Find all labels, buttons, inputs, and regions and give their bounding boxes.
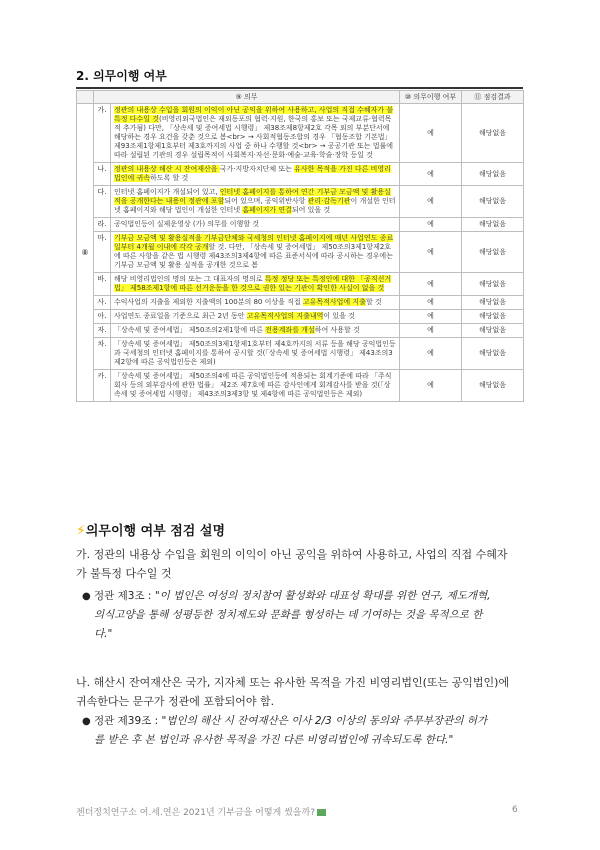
duty-text: 해당 비영리법인의 명의 또는 그 대표자의 명의로	[114, 275, 265, 283]
row-compliance: 예	[400, 186, 462, 218]
highlighted-text: 고유목적사업에 지출	[302, 298, 366, 306]
row-letter: 아.	[94, 310, 111, 324]
row-duty-text	[111, 218, 400, 232]
table-row	[77, 324, 524, 338]
section-rule	[76, 87, 523, 89]
item-a-quote-line1: "이 법인은 여성의 정치참여 활성화와 대표성 확대를 위한 연구, 제도개혁,	[154, 590, 491, 602]
duty-text: 국가·지방자치단체 또는	[219, 165, 295, 173]
item-b-title-line2: 귀속한다는 문구가 정관에 포함되어야 함.	[76, 695, 275, 708]
duty-text: 하도록 할 것	[150, 174, 189, 182]
duty-text: 할 것. 다만, 「상속세 및 증여세법」 제50조의3제1항제2호에 따른 사항을 같은 법 시행령 제43조의3제4항에 따른 표준서식에 따라 공시하는 경우에는 기부금 모금액 및 활용 실적을 공개한 것으로 봄	[114, 243, 393, 269]
row-result: 해당없음	[462, 186, 524, 218]
duty-text: 사업연도 종료일을 기준으로 최근 2년 동안	[114, 312, 247, 320]
highlighted-text: 기부금 모금액 및 활용실적을 기부금단체와 국세청의 인터넷 홈페이지에 매년 사업연도 종료일부터 4개월 이내에 각각 공개	[114, 234, 394, 251]
duty-text: (비영리외국법인은 재외동포의 협력·지원, 한국의 홍보 또는 국제교류·협력목적 추가됨) 다만, 「상속세 및 증여세법 시행령」 제38조제8항제2호 각목 외의 부분단서에 해당하는 경우 요건을 갖춘 것으로 봄<br> → 사회적협동조합의 경우 「협동조합 기본법」 제93조제1항제1호부터 제3호까지의 사업 중 하나 수행할 것<br> → 공공기관 또는 법률에 따라 설립된 기관의 경우 설립목적이 사회복지·자선·문화·예술·교육·학술·장학 등일 것	[114, 115, 394, 159]
row-letter: 사.	[94, 296, 111, 310]
table-row	[77, 273, 524, 296]
item-a-title-line2: 가 불특정 다수일 것	[76, 567, 172, 580]
item-a-quote-line3: 다."	[94, 628, 113, 640]
item-b-quote-line2: 를 받은 후 본 법인과 유사한 목적을 가진 다른 비영리법인에 귀속되도록 한다."	[94, 734, 454, 746]
bullet-dot: ●	[82, 591, 91, 602]
row-result: 해당없음	[462, 310, 524, 324]
highlighted-text: 특정 정당 또는 특정인에 대한 「공직선거법」 제58조제1항에 따른 선거운동을 한 것으로 권한 있는 기관이 확인한 사실이 없을 것	[114, 275, 392, 292]
row-result: 해당없음	[462, 163, 524, 186]
table-row	[77, 186, 524, 218]
highlighted-text: 고유목적사업의 지출내역	[246, 312, 324, 320]
row-compliance: 예	[400, 218, 462, 232]
explain-title	[76, 520, 225, 539]
item-a-bullet-label: 정관 제3조 :	[94, 590, 155, 602]
row-duty-text	[111, 296, 400, 310]
header-duty: ⑨ 의무	[94, 91, 400, 104]
row-duty-text	[111, 163, 400, 186]
row-result: 해당없음	[462, 370, 524, 402]
footer-label: 젠더정치연구소 여.세.연은 2021년 기부금을 어떻게 썼을까?	[76, 808, 315, 818]
row-letter: 가.	[94, 104, 111, 163]
item-a-title	[76, 545, 531, 583]
item-a-bullet	[82, 587, 524, 644]
table-row	[77, 310, 524, 324]
table-row	[77, 296, 524, 310]
row-compliance: 예	[400, 324, 462, 338]
row-compliance: 예	[400, 310, 462, 324]
highlighted-text: 관리·감독기관	[307, 197, 351, 205]
header-result: ⑪ 점검결과	[462, 91, 524, 104]
item-b-bullet-label: 정관 제39조 :	[94, 715, 162, 727]
row-result: 해당없음	[462, 218, 524, 232]
table-row	[77, 232, 524, 273]
row-result: 해당없음	[462, 232, 524, 273]
row-letter: 나.	[94, 163, 111, 186]
row-compliance: 예	[400, 273, 462, 296]
row-duty-text	[111, 370, 400, 402]
duty-text: 「상속세 및 증여세법」 제50조의3제1항제1호부터 제4호까지의 서류 등을 해당 공익법인등과 국세청의 인터넷 홈페이지를 통하여 공시할 것(「상속세 및 증여세법 시행령」 제43조의3제2항에 따른 공익법인등은 제외)	[114, 340, 396, 366]
highlighted-text: 정관의 내용상 수입을 회원의 이익이 아닌 공익을 위하여 사용하고, 사업의 직접 수혜자가 불특정 다수일 것	[114, 106, 394, 123]
row-letter: 다.	[94, 186, 111, 218]
row-duty-text	[111, 338, 400, 370]
obligation-table	[76, 90, 524, 402]
duty-text: 「상속세 및 증여세법」 제50조의2제1항에 따른	[114, 326, 266, 334]
lightning-icon: ⚡	[76, 523, 86, 539]
table-row	[77, 218, 524, 232]
row-result: 해당없음	[462, 296, 524, 310]
highlighted-text: 인터넷 홈페이지를 통하여 연간 기부금 모금액 및 활용실적을 공개한다는 내용이 정관에 포함	[114, 188, 391, 205]
table-row	[77, 338, 524, 370]
page-number: 6	[512, 805, 518, 815]
item-a-title-line1: 가. 정관의 내용상 수입을 회원의 이익이 아닌 공익을 위하여 사용하고, 사업의 직접 수혜자	[76, 548, 508, 561]
highlighted-text: 전용계좌를 개설	[265, 326, 315, 334]
row-compliance: 예	[400, 296, 462, 310]
item-b-title-line1: 나. 해산시 잔여재산은 국가, 지자체 또는 유사한 목적을 가진 비영리법인(또는 공익법인)에	[76, 676, 510, 689]
row-compliance: 예	[400, 338, 462, 370]
row-letter: 카.	[94, 370, 111, 402]
row-duty-text	[111, 104, 400, 163]
row-duty-text	[111, 186, 400, 218]
row-letter: 바.	[94, 273, 111, 296]
item-a-quote-line2: 의식고양을 통해 성평등한 정치제도와 문화를 형성하는 데 기여하는 것을 목적으로 한	[94, 609, 483, 621]
duty-text: 되어 있을 것	[291, 206, 331, 214]
row-result: 해당없음	[462, 324, 524, 338]
duty-text: 인터넷 홈페이지가 개설되어 있고,	[114, 188, 220, 196]
header-compliance: ⑩ 의무이행 여부	[400, 91, 462, 104]
table-row	[77, 104, 524, 163]
table-header-row	[77, 91, 524, 104]
highlighted-text: 유사한 목적을 가진 다른 비영리법인에 귀속	[114, 165, 391, 182]
duty-text: 이 있을 것	[323, 312, 355, 320]
highlighted-text: 홈페이지가 연결	[242, 206, 292, 214]
row-compliance: 예	[400, 104, 462, 163]
duty-text: 「상속세 및 증여세법」 제50조의4에 따른 공익법인등에 적용되는 회계기준에 따라 「주식회사 등의 외부감사에 관한 법률」 제2조 제7호에 따른 감사인에게 회계감사를 받을 것(「상속세 및 증여세법 시행령」 제43조의3제3항 및 제4항에 따른 공익법인등은 제외)	[114, 372, 392, 398]
table-row	[77, 370, 524, 402]
row-duty-text	[111, 232, 400, 273]
row-compliance: 예	[400, 370, 462, 402]
group-mark: ⑧	[77, 104, 94, 402]
duty-text: 공익법인등이 실제운영상 (가) 의무를 이행할 것	[114, 220, 260, 228]
header-blank	[77, 91, 94, 104]
footer-text	[76, 805, 326, 818]
table-row	[77, 163, 524, 186]
item-b-title	[76, 673, 531, 711]
folder-icon	[317, 809, 326, 816]
row-result: 해당없음	[462, 338, 524, 370]
duty-text: 하여 사용할 것	[314, 326, 360, 334]
item-b-quote-line1: "법인의 해산 시 잔여재산은 이사 2/3 이상의 동의와 주무부장관의 허가	[161, 715, 488, 727]
row-duty-text	[111, 273, 400, 296]
bullet-dot: ●	[82, 716, 91, 727]
row-duty-text	[111, 324, 400, 338]
explain-title-text: 의무이행 여부 점검 설명	[85, 524, 226, 539]
row-letter: 마.	[94, 232, 111, 273]
duty-text: 할 것	[365, 298, 382, 306]
row-compliance: 예	[400, 163, 462, 186]
row-result: 해당없음	[462, 104, 524, 163]
row-compliance: 예	[400, 232, 462, 273]
duty-text: 되어 있으며, 공익위반사항	[224, 197, 308, 205]
item-b-bullet	[82, 712, 524, 750]
row-result: 해당없음	[462, 273, 524, 296]
duty-text: 이 개설한 인터넷 홈페이지와 해당 법인이 개설한 인터넷	[114, 197, 396, 214]
section-title: 2. 의무이행 여부	[76, 69, 167, 83]
row-letter: 라.	[94, 218, 111, 232]
row-letter: 자.	[94, 324, 111, 338]
highlighted-text: 정관의 내용상 해산 시 잔여재산을	[114, 165, 220, 173]
row-letter: 차.	[94, 338, 111, 370]
row-duty-text	[111, 310, 400, 324]
duty-text: 수익사업의 지출을 제외한 지출액의 100분의 80 이상을 직접	[114, 298, 303, 306]
